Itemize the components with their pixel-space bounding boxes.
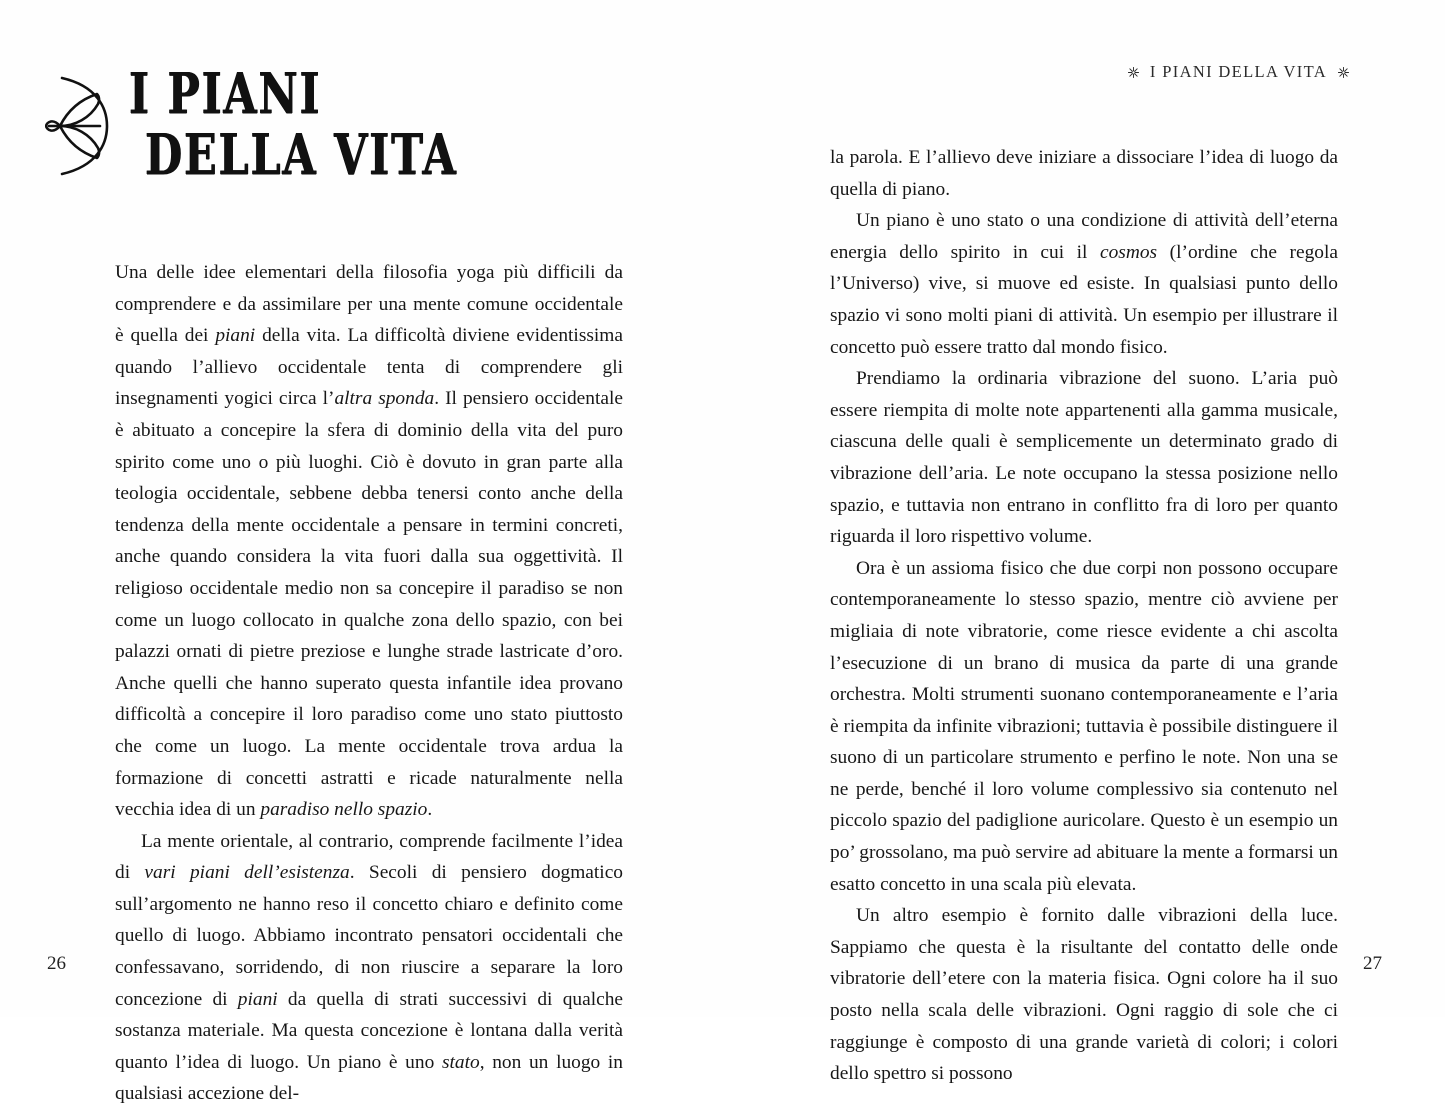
- right_page-paragraph: [830, 142, 1338, 205]
- chapter-title-line-1: I PIANI: [129, 60, 322, 127]
- body-text: Un altro esempio è fornito dalle vibrazioni della luce. Sappiamo che questa è la risultante del contatto delle onde vibratorie dell’etere con la materia fisica. Ogni colore ha il suo posto nella scala delle vibrazioni. Ogni raggio di sole che ci raggiunge è composto di una grande varietà di colori; i colori dello spettro si possono: [830, 905, 1338, 1085]
- right_page-paragraph: [830, 900, 1338, 1090]
- body-text: . Il pensiero occidentale è abituato a concepire la sfera di dominio della vita del puro spirito come uno o più luoghi. Ciò è dovuto in gran parte alla teologia occidentale, sebbene debba tenersi conto anche della tendenza della mente occidentale a pensare in termini concreti, anche quando considera la vita fuori dalla sua oggettività. Il religioso occidentale medio non sa concepire il paradiso se non come un luogo collocato in qualche zona dello spazio, con bei palazzi ornati di pietre preziose e lunghe strade lastricate d’oro. Anche quelli che hanno superato questa infantile idea provano difficoltà a concepire il loro paradiso come uno stato piuttosto che come un luogo. La mente occidentale trova ardua la formazione di concetti astratti e ricade naturalmente nella vecchia idea di un: [115, 388, 623, 821]
- body-text: da quella di strati successivi di qualche sostanza materiale. Ma questa concezione è lontana dalla verità quanto l’idea di luogo. Un piano è uno: [115, 988, 623, 1073]
- star-ornament-left-icon: [1128, 67, 1139, 78]
- emphasis-text: stato: [441, 1051, 480, 1073]
- body-text: Ora è un assioma fisico che due corpi non possono occupare contemporaneamente lo stesso spazio, mentre ciò avviene per migliaia di note vibratorie, come riesce evidente a chi ascolta l’esecuzione di un brano di musica da parte di una grande orchestra. Molti strumenti suonano contemporaneamente e l’aria è riempita da infinite vibrazioni; tuttavia è possibile distinguere il suono di un particolare strumento e perfino le note. Non una se ne perde, benché il loro volume complessivo sia contenuto nel piccolo spazio del padiglione auricolare. Questo è un esempio un po’ grossolano, ma può servire ad abituare la mente a formarsi un esatto concetto in una scala più elevata.: [830, 557, 1338, 895]
- left_page-paragraph: [115, 257, 623, 826]
- emphasis-text: vari piani dell’esistenza: [144, 862, 350, 884]
- body-text: , non un luogo in qualsiasi accezione del-: [115, 1051, 623, 1105]
- chapter-heading: [45, 60, 508, 187]
- left_page-paragraph: [115, 826, 623, 1110]
- emphasis-text: paradiso nello spazio: [260, 799, 428, 821]
- chapter-title-line-2: DELLA VITA: [145, 120, 458, 187]
- body-text: della vita. La difficoltà diviene evidentissima quando l’allievo occidentale tenta di comprendere gli insegnamenti yogici circa l’: [115, 325, 623, 410]
- emphasis-text: piani: [215, 325, 256, 347]
- right_page-paragraph: [830, 553, 1338, 901]
- chapter-title: [129, 60, 508, 187]
- right_page-paragraph: [830, 363, 1338, 553]
- body-text: Una delle idee elementari della filosofia yoga più difficili da comprendere e da assimilare per una mente comune occidentale è quella dei: [115, 262, 623, 347]
- running-header-title: I PIANI DELLA VITA: [1149, 62, 1327, 81]
- emphasis-text: altra sponda: [334, 388, 435, 410]
- right_page-paragraph: [830, 205, 1338, 363]
- body-text: Un piano è uno stato o una condizione di attività dell’eterna energia dello spirito in cui il: [830, 210, 1338, 263]
- emphasis-text: piani: [237, 988, 278, 1010]
- folio-left: 26: [47, 953, 66, 974]
- folio-right: 27: [1363, 953, 1382, 974]
- body-text: La mente orientale, al contrario, comprende facilmente l’idea di: [115, 830, 623, 884]
- leaf-sprout-ornament-icon: [45, 74, 117, 178]
- running-header: [1128, 62, 1349, 82]
- body-text: la parola. E l’allievo deve iniziare a dissociare l’idea di luogo da quella di piano.: [830, 147, 1338, 200]
- emphasis-text: cosmos: [1100, 241, 1158, 263]
- body-text: Prendiamo la ordinaria vibrazione del suono. L’aria può essere riempita di molte note appartenenti alla gamma musicale, ciascuna delle quali è semplicemente un determinato grado di vibrazione dell’aria. Le note occupano la stessa posizione nello spazio, e tuttavia non entrano in conflitto fra di loro per quanto riguarda il loro rispettivo volume.: [830, 368, 1338, 548]
- body-text: . Secoli di pensiero dogmatico sull’argomento ne hanno reso il concetto chiaro e definito come quello di luogo. Abbiamo incontrato pensatori occidentali che confessavano, sorridendo, di non riuscire a separare la loro concezione di: [115, 862, 623, 1010]
- body-text: .: [427, 799, 433, 821]
- left-page-body: [115, 257, 623, 1110]
- star-ornament-right-icon: [1338, 67, 1349, 78]
- body-text: (l’ordine che regola l’Universo) vive, si muove ed esiste. In qualsiasi punto dello spazio vi sono molti piani di attività. Un esempio per illustrare il concetto può essere tratto dal mondo fisico.: [830, 241, 1338, 358]
- right-page-body: [830, 142, 1338, 1090]
